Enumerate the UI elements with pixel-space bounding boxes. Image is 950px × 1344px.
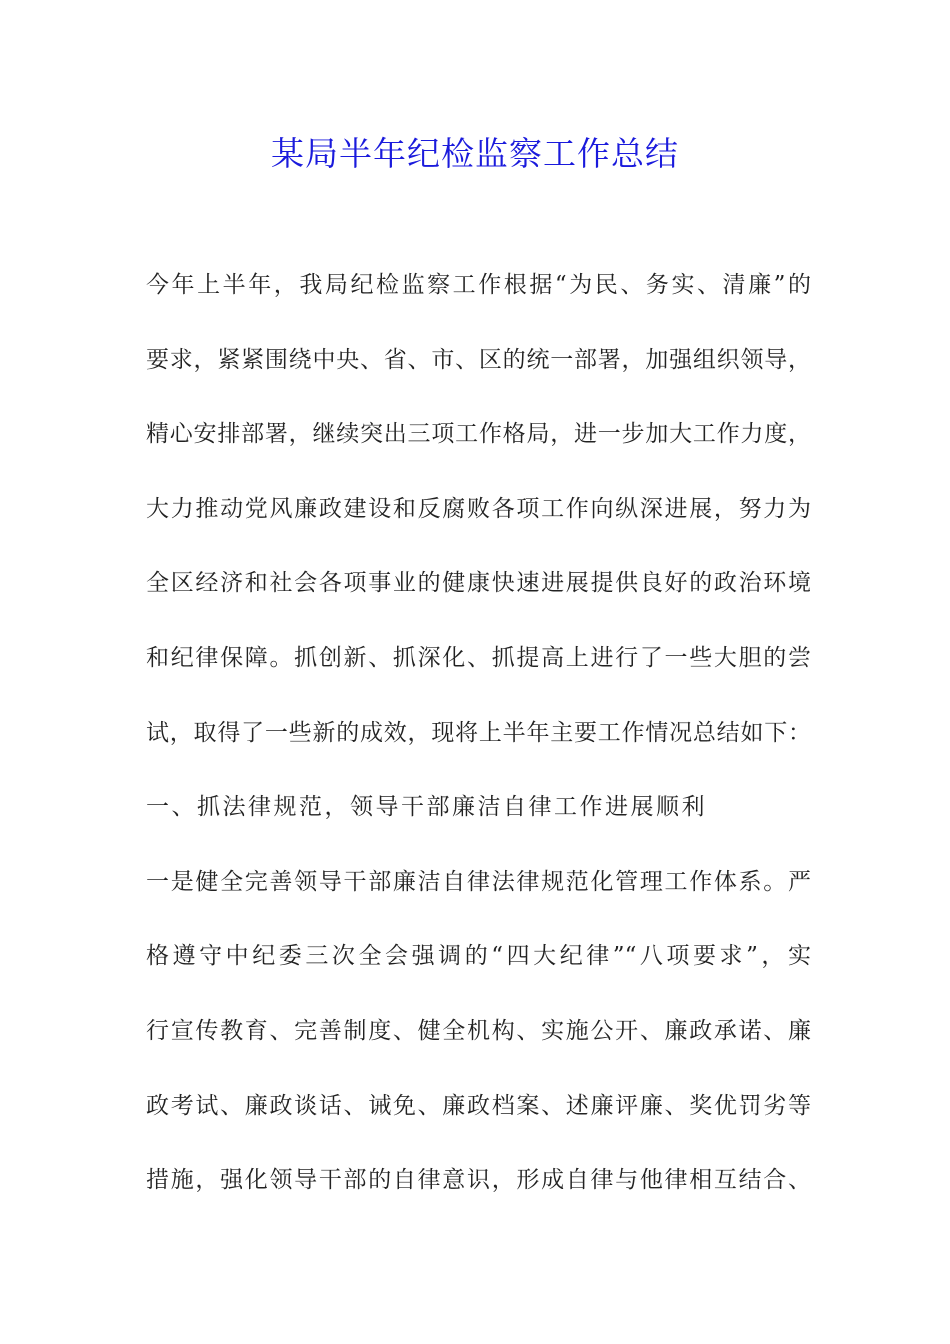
document-title: 某局半年纪检监察工作总结 [271,134,679,173]
body-line: 和纪律保障。抓创新、抓深化、抓提高上进行了一些大胆的尝 [146,644,811,671]
body-line: 试，取得了一些新的成效，现将上半年主要工作情况总结如下： [146,719,811,746]
body-line: 精心安排部署，继续突出三项工作格局，进一步加大工作力度， [146,421,811,448]
section-heading: 一、抓法律规范，领导干部廉洁自律工作进展顺利 [146,794,707,821]
body-line: 全区经济和社会各项事业的健康快速进展提供良好的政治环境 [146,570,811,597]
body-line: 大力推动党风廉政建设和反腐败各项工作向纵深进展，努力为 [146,495,811,522]
body-line: 格遵守中纪委三次全会强调的“四大纪律”“八项要求”，实 [146,943,811,970]
body-line: 要求，紧紧围绕中央、省、市、区的统一部署，加强组织领导， [146,346,811,373]
body-line: 行宣传教育、完善制度、健全机构、实施公开、廉政承诺、廉 [146,1017,811,1044]
document-body [146,258,811,1228]
body-line: 今年上半年，我局纪检监察工作根据“为民、务实、清廉”的 [146,272,811,298]
body-line: 措施，强化领导干部的自律意识，形成自律与他律相互结合、 [146,1167,811,1194]
body-line: 政考试、廉政谈话、诫免、廉政档案、述廉评廉、奖优罚劣等 [146,1092,811,1119]
body-line: 一是健全完善领导干部廉洁自律法律规范化管理工作体系。严 [146,868,811,895]
